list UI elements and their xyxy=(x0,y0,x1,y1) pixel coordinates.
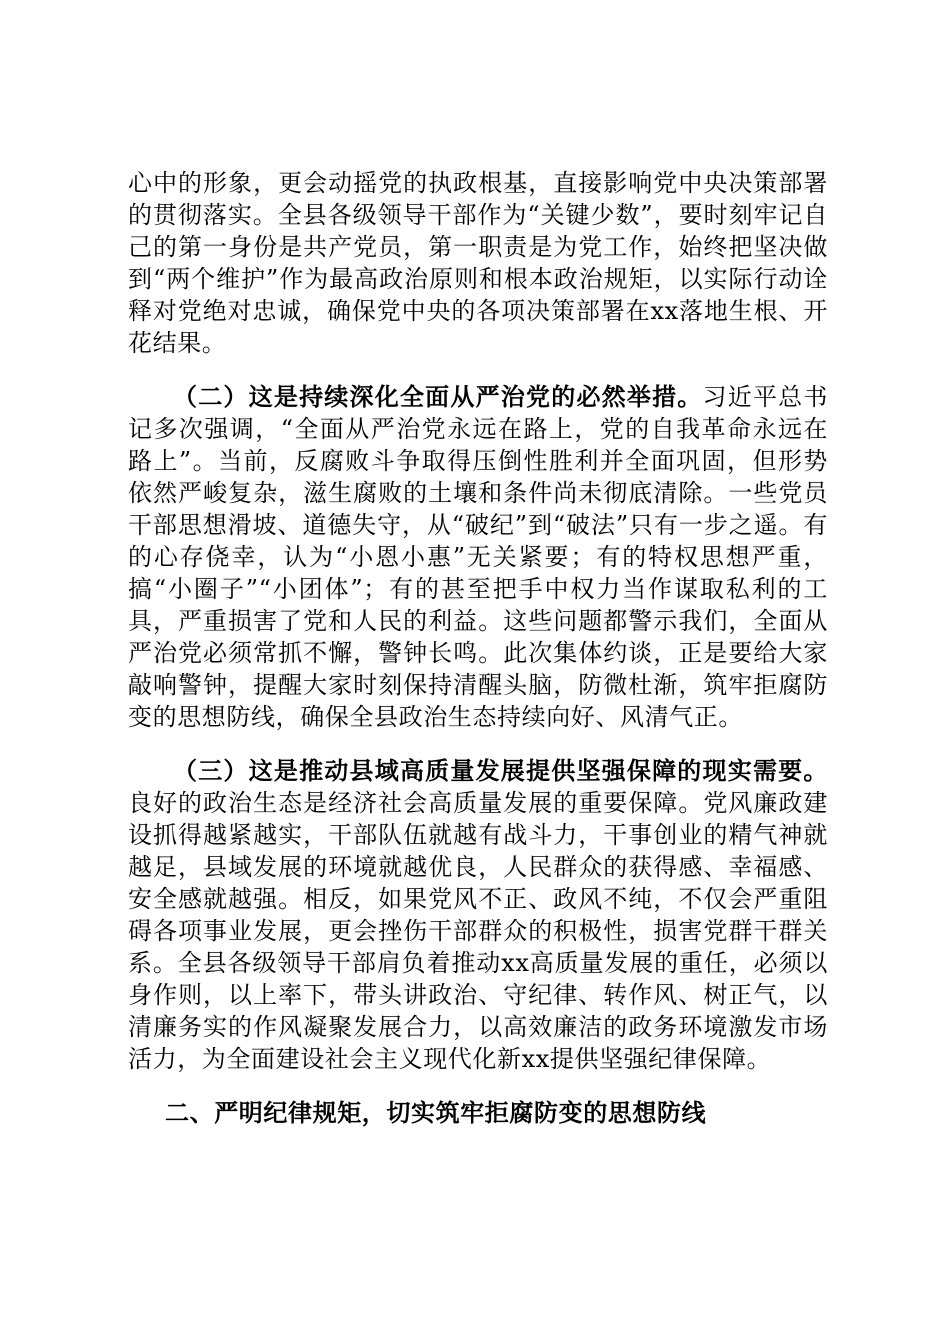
paragraph-section-2 xyxy=(128,381,828,733)
section-3-lead-sentence: （三）这是推动县域高质量发展提供坚强保障的现实需要。 xyxy=(173,757,828,785)
section-2-lead-sentence: （二）这是持续深化全面从严治党的必然举措。 xyxy=(173,383,703,411)
document-page xyxy=(128,167,828,1129)
paragraph-continuation: 心中的形象，更会动摇党的执政根基，直接影响党中央决策部署的贯彻落实。全县各级领导干部作为“关键少数”，要时刻牢记自己的第一身份是共产党员，第一职责是为党工作，始终把坚决做到“两个维护”作为最高政治原则和根本政治规矩，以实际行动诠释对党绝对忠诚，确保党中央的各项决策部署在xx落地生根、开花结果。 xyxy=(128,169,828,357)
section-2-body: 习近平总书记多次强调，“全面从严治党永远在路上，党的自我革命永远在路上”。当前，反腐败斗争取得压倒性胜利并全面巩固，但形势依然严峻复杂，滋生腐败的土壤和条件尚未彻底清除。一些党员干部思想滑坡、道德失守，从“破纪”到“破法”只有一步之遥。有的心存侥幸，认为“小恩小惠”无关紧要；有的特权思想严重，搞“小圈子”“小团体”；有的甚至把手中权力当作谋取私利的工具，严重损害了党和人民的利益。这些问题都警示我们，全面从严治党必须常抓不懈，警钟长鸣。此次集体约谈，正是要给大家敲响警钟，提醒大家时刻保持清醒头脑，防微杜渐，筑牢拒腐防变的思想防线，确保全县政治生态持续向好、风清气正。 xyxy=(128,383,828,731)
section-heading-2: 二、严明纪律规矩，切实筑牢拒腐防变的思想防线 xyxy=(165,1099,707,1127)
section-3-body: 良好的政治生态是经济社会高质量发展的重要保障。党风廉政建设抓得越紧越实，干部队伍就越有战斗力，干事创业的精气神就越足，县域发展的环境就越优良，人民群众的获得感、幸福感、安全感就越强。相反，如果党风不正、政风不纯，不仅会严重阻碍各项事业发展，更会挫伤干部群众的积极性，损害党群干群关系。全县各级领导干部肩负着推动xx高质量发展的重任，必须以身作则，以上率下，带头讲政治、守纪律、转作风、树正气，以清廉务实的作风凝聚发展合力，以高效廉洁的政务环境激发市场活力，为全面建设社会主义现代化新xx提供坚强纪律保障。 xyxy=(128,789,828,1073)
paragraph-section-3 xyxy=(128,755,828,1075)
